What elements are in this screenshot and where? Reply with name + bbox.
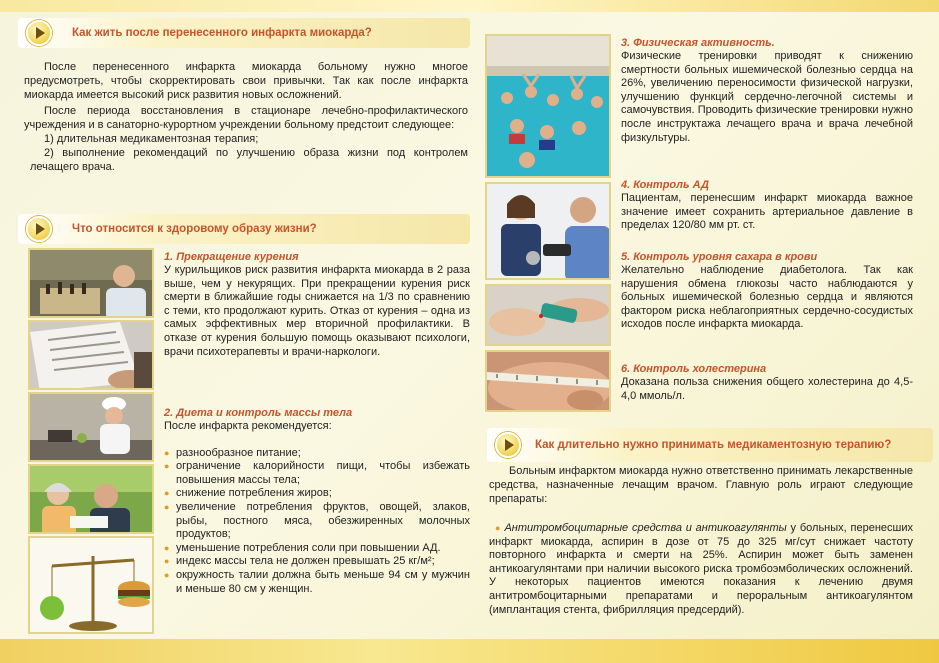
intro-paragraph-2: После периода восстановления в стационаре лечебно-профилактического учреждения и в санаторно-курортном учреждении больному предстоит следующее: xyxy=(24,105,468,131)
bp-block xyxy=(621,178,913,233)
activity-text: Физические тренировки приводят к снижению смертности больных ишемической болезнью сердца на 26%, увеличению переносимости физической нагрузки, улучшению функций сердечно-легочной системы и самочувствия. Проводить физические тренировки нужно после инструктажа лечащего врача и врача лечебной физкультуры. xyxy=(621,50,913,144)
play-icon xyxy=(495,432,521,458)
photo-chef-cooking xyxy=(28,392,154,462)
list-item: ● индекс массы тела не должен превышать 25 кг/м²; xyxy=(164,555,470,569)
photo-chess-smoker xyxy=(28,248,154,318)
list-item: ● уменьшение потребления соли при повышении АД. xyxy=(164,542,470,556)
play-icon xyxy=(26,20,52,46)
chol-title: 6. Контроль холестерина xyxy=(621,363,767,375)
section-title: Как длительно нужно принимать медикаментозную терапию? xyxy=(535,438,892,451)
left-column xyxy=(18,18,474,646)
chol-text: Доказана польза снижения общего холестерина до 4,5-4,0 ммоль/л. xyxy=(621,376,913,402)
activity-block xyxy=(621,36,913,145)
section-header-healthy-lifestyle xyxy=(18,214,470,244)
medication-item xyxy=(489,522,913,617)
list-item: ● разнообразное питание; xyxy=(164,447,470,461)
photo-newspaper-hands xyxy=(28,320,154,390)
section-header-medication xyxy=(487,428,933,462)
list-item: ● окружность талии должна быть меньше 94 см у мужчин и меньше 80 см у женщин. xyxy=(164,569,470,596)
sugar-text: Желательно наблюдение диабетолога. Так как нарушения обмена глюкозы часто наблюдаются у больных ишемической болезнью сердца и являются фактором риска неблагоприятных сердечно-сосудистых исходов после инфаркта миокарда. xyxy=(621,264,913,331)
smoking-text: У курильщиков риск развития инфаркта миокарда в 2 раза выше, чем у некурящих. При прекращении курения риск смерти в ближайшие годы снижается на 1/3 по сравнению с теми, кто продолжают курить. Отказ от курения – одна из самых эффективных мер вторичной профилактики. В отказе от курения большую помощь оказывают психологи, врачи психотерапевты и врачи-наркологи. xyxy=(164,264,470,358)
medication-item-title: Антитромбоцитарные средства и антикоагулянты xyxy=(504,522,787,534)
photo-apple-burger-scale xyxy=(28,536,154,634)
diet-title: 2. Диета и контроль массы тела xyxy=(164,407,353,419)
intro-item-2: 2) выполнение рекомендаций по улучшению образа жизни под контролем лечащего врача. xyxy=(30,147,468,173)
medication-item-text: у больных, перенесших инфаркт миокарда, аспирин в дозе от 75 до 325 мг/сут снижает частоту повторного инфаркта и смерти на 25%. Аспирин может быть заменен антикоагулянтами при наличии высокого риска тромбоэмболических осложнений. У некоторых пациентов имеются показания к лечению двумя антитромбоцитарными препаратами и пероральным антикоагулянтом (имплантация стента, фибрилляция предсердий). xyxy=(489,522,913,616)
section-title: Как жить после перенесенного инфаркта миокарда? xyxy=(72,27,372,39)
smoking-block xyxy=(164,250,470,359)
list-item: ● ограничение калорийности пищи, чтобы избежать повышения массы тела; xyxy=(164,460,470,487)
photo-blood-pressure xyxy=(485,182,611,280)
top-stripe xyxy=(0,0,939,12)
list-item: ● снижение потребления жиров; xyxy=(164,487,470,501)
bp-title: 4. Контроль АД xyxy=(621,179,709,191)
section-header-after-infarction xyxy=(18,18,470,48)
activity-title: 3. Физическая активность. xyxy=(621,37,775,49)
sugar-title: 5. Контроль уровня сахара в крови xyxy=(621,251,818,263)
section-title: Что относится к здоровому образу жизни? xyxy=(72,223,317,235)
photo-glucose-test xyxy=(485,284,611,346)
medication-intro: Больным инфарктом миокарда нужно ответственно принимать лекарственные средства, назначенные лечащим врачом. Главную роль играют следующие препараты: xyxy=(489,465,913,505)
chol-block xyxy=(621,362,913,403)
smoking-title: 1. Прекращение курения xyxy=(164,251,299,263)
photo-elderly-couple xyxy=(28,464,154,534)
diet-intro: После инфаркта рекомендуется: xyxy=(164,420,332,432)
diet-block xyxy=(164,406,470,596)
play-icon xyxy=(26,216,52,242)
intro-block xyxy=(18,48,474,174)
bp-text: Пациентам, перенесшим инфаркт миокарда важное значение имеет сохранить артериальное давление в пределах 120/80 мм рт. ст. xyxy=(621,192,913,232)
intro-item-1: 1) длительная медикаментозная терапия; xyxy=(44,133,259,145)
photo-measuring-tape xyxy=(485,350,611,412)
list-item: ● увеличение потребления фруктов, овощей, злаков, рыбы, постного мяса, обезжиренных молочных продуктов; xyxy=(164,501,470,542)
medication-block xyxy=(489,464,913,617)
photo-water-aerobics xyxy=(485,34,611,178)
bullet-dot: ● xyxy=(495,523,505,533)
sugar-block xyxy=(621,250,913,332)
intro-paragraph-1: После перенесенного инфаркта миокарда больному нужно многое предусмотреть, чтобы скорректировать свои привычки. Так как после инфаркта миокарда имеется высокий риск развития новых осложнений. xyxy=(24,61,468,101)
diet-list xyxy=(164,447,470,597)
right-column xyxy=(483,18,933,646)
